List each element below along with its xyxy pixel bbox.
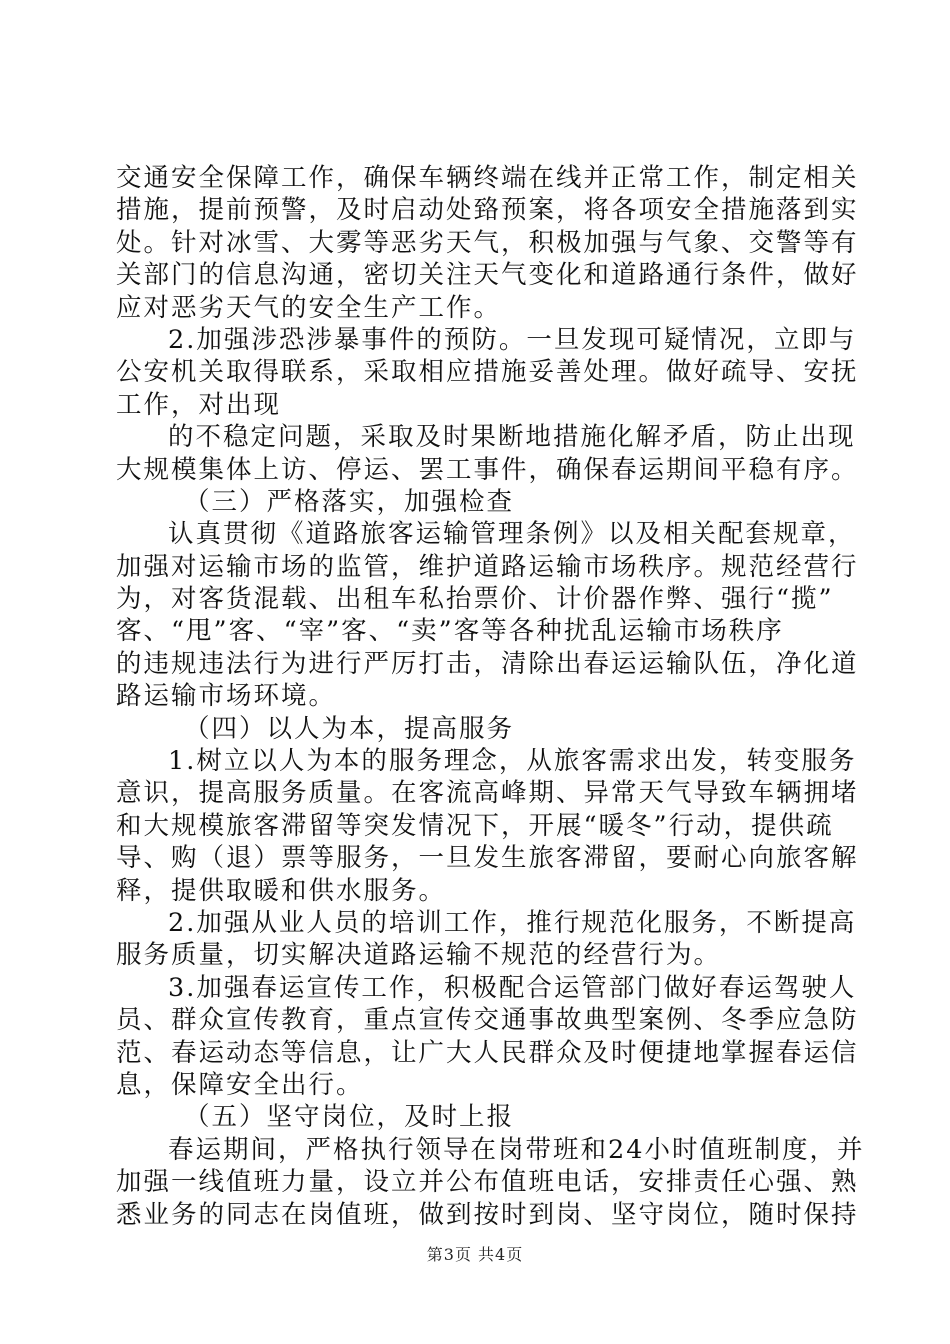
- text-line: 春运期间，严格执行领导在岗带班和24小时值班制度，并: [168, 1134, 865, 1165]
- section-heading: （四）以人为本，提高服务: [184, 713, 515, 744]
- text-line: 应对恶劣天气的安全生产工作。: [116, 292, 502, 323]
- text-line: 2.加强涉恐涉暴事件的预防。一旦发现可疑情况，立即与: [168, 324, 857, 355]
- text-line: 关部门的信息沟通，密切关注天气变化和道路通行条件，做好: [116, 260, 859, 291]
- text-line: 1.树立以人为本的服务理念，从旅客需求出发，转变服务: [168, 746, 857, 777]
- text-line: 意识，提高服务质量。在客流高峰期、异常天气导致车辆拥堵: [116, 778, 859, 809]
- text-line: 工作，对出现: [116, 389, 282, 420]
- section-heading: （三）严格落实，加强检查: [184, 486, 515, 517]
- text-line: 员、群众宣传教育，重点宣传交通事故典型案例、冬季应急防: [116, 1005, 859, 1036]
- text-line: 范、春运动态等信息，让广大人民群众及时便捷地掌握春运信: [116, 1037, 859, 1068]
- text-line: 的违规违法行为进行严厉打击，清除出春运运输队伍，净化道: [116, 648, 859, 679]
- text-line: 加强一线值班力量，设立并公布值班电话，安排责任心强、熟: [116, 1167, 859, 1198]
- text-line: 加强对运输市场的监管，维护道路运输市场秩序。规范经营行: [116, 551, 859, 582]
- text-line: 释，提供取暖和供水服务。: [116, 875, 447, 906]
- text-line: 认真贯彻《道路旅客运输管理条例》以及相关配套规章，: [168, 519, 856, 550]
- text-line: 为，对客货混载、出租车私抬票价、计价器作弊、强行“揽”: [116, 584, 834, 615]
- text-line: 服务质量，切实解决道路运输不规范的经营行为。: [116, 940, 722, 971]
- text-line: 措施，提前预警，及时启动处臵预案，将各项安全措施落到实: [116, 195, 859, 226]
- text-line: 3.加强春运宣传工作，积极配合运管部门做好春运驾驶人: [168, 972, 857, 1003]
- document-body: [116, 162, 865, 1231]
- section-heading: （五）坚守岗位，及时上报: [184, 1102, 515, 1133]
- text-line: 交通安全保障工作，确保车辆终端在线并正常工作，制定相关: [116, 163, 859, 193]
- text-line: 悉业务的同志在岗值班，做到按时到岗、坚守岗位，随时保持: [116, 1199, 859, 1230]
- text-line: 的不稳定问题，采取及时果断地措施化解矛盾，防止出现: [168, 422, 856, 453]
- text-line: 路运输市场环境。: [116, 681, 337, 712]
- text-line: 大规模集体上访、停运、罢工事件，确保春运期间平稳有序。: [116, 454, 859, 485]
- text-line: 处。针对冰雪、大雾等恶劣天气，积极加强与气象、交警等有: [116, 227, 859, 258]
- text-line: 客、“甩”客、“宰”客、“卖”客等各种扰乱运输市场秩序: [116, 616, 784, 647]
- text-line: 和大规模旅客滞留等突发情况下，开展“暖冬”行动，提供疏: [116, 810, 834, 841]
- text-line: 导、购（退）票等服务，一旦发生旅客滞留，要耐心向旅客解: [116, 843, 859, 874]
- page-footer: 第3页 共4页: [426, 1245, 524, 1264]
- text-line: 2.加强从业人员的培训工作，推行规范化服务，不断提高: [168, 907, 857, 938]
- text-line: 息，保障安全出行。: [116, 1069, 364, 1100]
- text-line: 公安机关取得联系，采取相应措施妥善处理。做好疏导、安抚: [116, 357, 859, 388]
